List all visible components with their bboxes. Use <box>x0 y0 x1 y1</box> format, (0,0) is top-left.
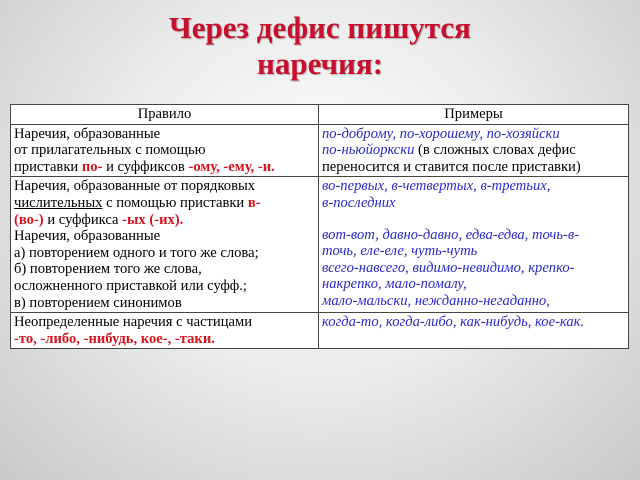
rule-text <box>14 212 315 229</box>
examples-cell <box>319 177 629 313</box>
rule-text: в) повторением синонимов <box>14 294 182 311</box>
example-text: во-первых, в-четвертых, в-третьих, <box>322 178 551 195</box>
example-note: переносится и ставится после приставки) <box>322 158 581 175</box>
suffix-highlight: -ому, -ему, -и. <box>188 158 275 175</box>
title-line-2: наречия: <box>256 46 384 81</box>
suffix-highlight: -ых (-их). <box>122 211 184 228</box>
rule-cell <box>11 124 319 177</box>
example-word: по-ньюйоркски <box>322 142 415 159</box>
rule-text: а) повторением одного и того же слова; <box>14 244 259 261</box>
rule-text: Наречия, образованные <box>14 228 161 245</box>
prefix-highlight: (во-) <box>14 211 44 228</box>
example-text <box>322 142 625 159</box>
rule-text: Неопределенные наречия с частицами <box>14 314 253 331</box>
spacer <box>322 212 625 227</box>
rule-cell <box>11 177 319 313</box>
examples-cell <box>319 124 629 177</box>
example-text: накрепко, мало-помалу, <box>322 276 467 293</box>
example-text: когда-то, когда-либо, как-нибудь, кое-как. <box>322 314 585 331</box>
rule-text: Наречия, образованные от порядковых <box>14 178 256 195</box>
header-rule: Правило <box>11 105 319 125</box>
underlined-word: числительных <box>14 194 103 211</box>
rules-table <box>10 104 629 349</box>
example-text: в-последних <box>322 194 396 211</box>
particles-highlight: -то, -либо, -нибудь, кое-, -таки. <box>14 330 215 347</box>
header-row <box>11 105 629 125</box>
table-row <box>11 313 629 349</box>
header-examples: Примеры <box>319 105 629 125</box>
rule-text: от прилагательных с помощью <box>14 142 206 159</box>
example-note: (в сложных словах дефис <box>414 142 576 159</box>
rule-text: осложненного приставкой или суфф.; <box>14 277 247 294</box>
rule-text: Наречия, образованные <box>14 125 161 142</box>
slide-title <box>0 10 640 82</box>
rule-text-part: с помощью приставки <box>102 194 248 211</box>
rule-cell <box>11 313 319 349</box>
rule-text: б) повторением того же слова, <box>14 261 202 278</box>
examples-cell <box>319 313 629 349</box>
table-row <box>11 124 629 177</box>
example-text: мало-мальски, нежданно-негаданно, <box>322 292 550 309</box>
title-line-1: Через дефис пишутся <box>169 10 471 45</box>
example-text: вот-вот, давно-давно, едва-едва, точь-в- <box>322 226 580 243</box>
rule-text-part: и суффиксов <box>102 158 189 175</box>
rule-text <box>14 195 315 212</box>
example-text: всего-навсего, видимо-невидимо, крепко- <box>322 259 575 276</box>
rule-text-part: и суффикса <box>43 211 123 228</box>
example-text: по-доброму, по-хорошему, по-хозяйски <box>322 125 560 142</box>
rule-text-part: приставки <box>14 158 82 175</box>
table-row <box>11 177 629 313</box>
prefix-highlight: по- <box>81 158 103 175</box>
example-text: точь, еле-еле, чуть-чуть <box>322 243 478 260</box>
prefix-highlight: в- <box>247 194 261 211</box>
rule-text <box>14 159 315 176</box>
